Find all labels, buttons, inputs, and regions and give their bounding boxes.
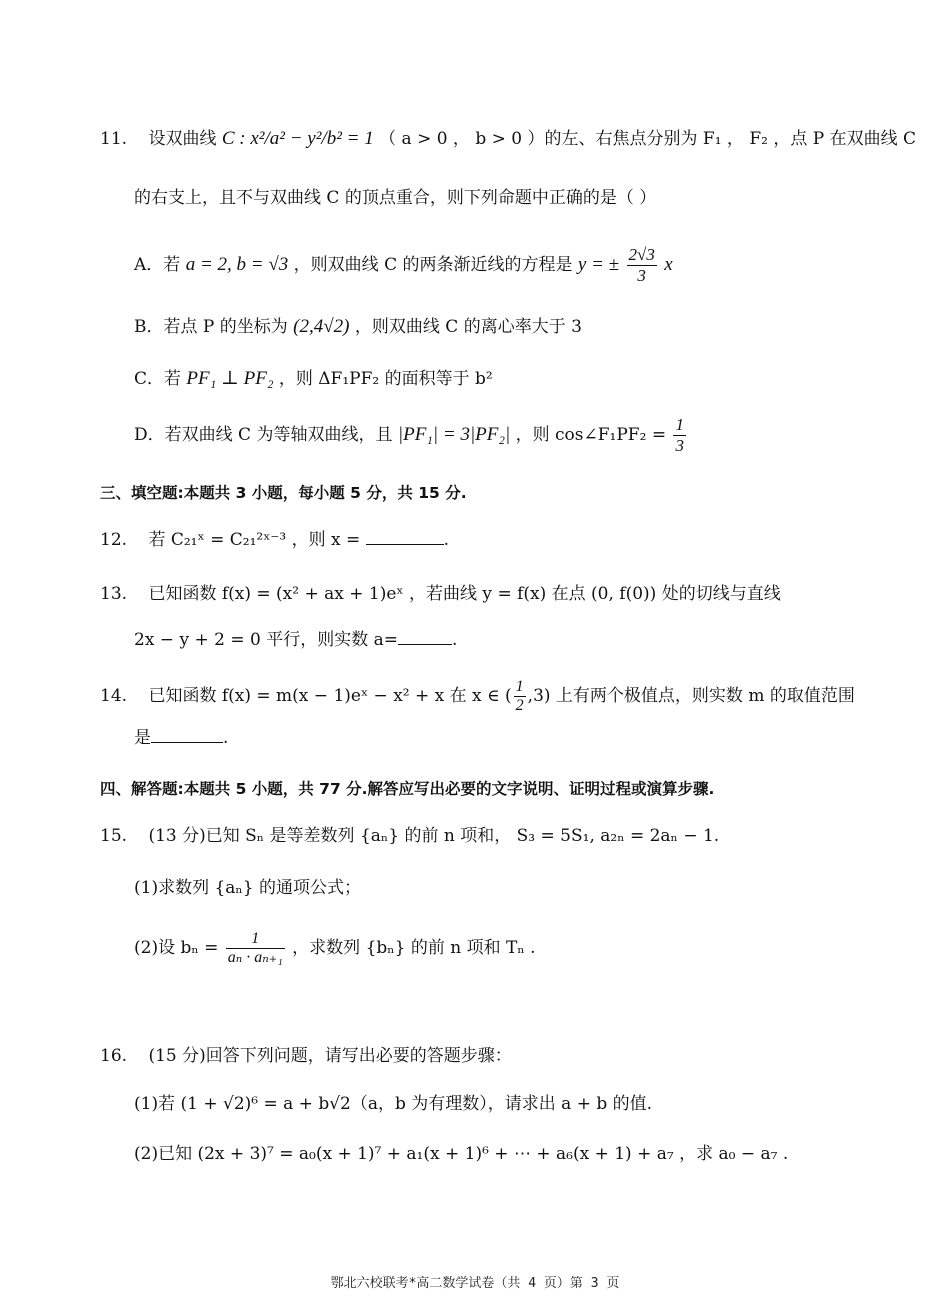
option-text: ，则 ΔF₁PF₂ 的面积等于 b² <box>278 369 493 389</box>
question-text: 若 C₂₁ˣ = C₂₁²ˣ⁻³ ，则 x = <box>148 530 361 550</box>
answer-blank[interactable] <box>151 741 223 743</box>
question-number: 15. <box>100 826 128 846</box>
option-label: D．若双曲线 C 为等轴双曲线，且 <box>134 425 393 446</box>
option-condition: a = 2, b = √3 <box>185 254 289 276</box>
fraction-denominator: aₙ · aₙ₊₁ <box>227 948 283 966</box>
question-number: 14. <box>100 686 128 706</box>
question-part: (1)若 (1 + √2)⁶ = a + b√2（a，b 为有理数），请求出 a + b 的值. <box>134 1094 653 1114</box>
fraction-numerator: 1 <box>515 678 524 695</box>
option-condition: PF₁ ⊥ PF₂ <box>186 368 274 389</box>
option-text: ，则双曲线 C 的两条渐近线的方程是 <box>293 255 573 276</box>
condition-text: （ a > 0 ， b > 0 ）的左、右焦点分别为 <box>379 129 698 149</box>
fraction-denominator: 3 <box>675 435 684 455</box>
option-label: A．若 <box>134 255 181 276</box>
question-text: 是 <box>134 728 151 748</box>
fraction-denominator: 3 <box>637 265 646 285</box>
option-text: ，则 cos∠F₁PF₂ = <box>515 425 667 446</box>
question-end: . <box>443 530 450 550</box>
question-16-part2 <box>134 1144 788 1164</box>
option-label: B．若点 P 的坐标为 <box>134 317 288 337</box>
asymptote-left: y = ± <box>577 254 620 276</box>
asymptote-fraction <box>627 246 657 285</box>
question-text: 2x − y + 2 = 0 平行，则实数 a= <box>134 630 398 650</box>
question-15-line1 <box>100 826 719 846</box>
option-d <box>134 416 688 455</box>
option-b <box>134 316 582 339</box>
question-11-line1 <box>100 128 916 151</box>
question-part: (2)已知 (2x + 3)⁷ = a₀(x + 1)⁷ + a₁(x + 1)⁶ + ⋯ + a₆(x + 1) + a₇ ，求 a₀ − a₇ . <box>134 1144 789 1164</box>
answer-blank[interactable] <box>398 643 452 645</box>
fraction-numerator: 2√3 <box>628 245 655 264</box>
section-heading-solutions: 四、解答题:本题共 5 小题，共 77 分.解答应写出必要的文字说明、证明过程或演算步骤. <box>100 780 715 798</box>
question-number: 11. <box>100 129 128 149</box>
question-text: 已知函数 f(x) = (x² + ax + 1)eˣ ，若曲线 y = f(x) 在点 (0, f(0)) 处的切线与直线 <box>148 584 781 604</box>
option-a <box>134 246 673 285</box>
question-part: (1)求数列 {aₙ} 的通项公式； <box>134 878 362 898</box>
option-condition: |PF₁| = 3|PF₂| <box>397 424 511 446</box>
question-11-line2 <box>134 188 656 208</box>
fraction-numerator: 1 <box>675 415 684 434</box>
option-c <box>134 368 493 391</box>
question-13-line1 <box>100 584 781 604</box>
question-text: 设双曲线 <box>148 129 217 149</box>
question-number: 13. <box>100 584 128 604</box>
question-number: 12. <box>100 530 128 550</box>
cosine-fraction <box>673 416 686 455</box>
question-text: ,3) 上有两个极值点，则实数 m 的取值范围 <box>527 686 855 706</box>
question-text: (15 分)回答下列问题，请写出必要的答题步骤： <box>148 1046 512 1066</box>
question-12 <box>100 530 449 550</box>
answer-blank[interactable] <box>366 543 444 545</box>
question-text: (13 分)已知 Sₙ 是等差数列 {aₙ} 的前 n 项和， S₃ = 5S₁, a₂ₙ = 2aₙ − 1. <box>148 826 720 846</box>
question-part: ，求数列 {bₙ} 的前 n 项和 Tₙ . <box>292 938 536 958</box>
section-heading-fill-in: 三、填空题:本题共 3 小题，每小题 5 分，共 15 分. <box>100 484 467 502</box>
question-text: 的右支上，且不与双曲线 C 的顶点重合，则下列命题中正确的是（ ） <box>134 188 657 208</box>
question-number: 16. <box>100 1046 128 1066</box>
question-part: (2)设 bₙ = <box>134 938 219 958</box>
fraction-numerator: 1 <box>226 930 285 949</box>
foci-text: F₁ ， F₂ ，点 P 在双曲线 C <box>702 129 916 149</box>
option-label: C．若 <box>134 369 182 389</box>
page-footer: 鄂北六校联考*高二数学试卷（共 4 页）第 3 页 <box>330 1276 620 1291</box>
bn-fraction <box>226 930 285 967</box>
question-15-part2 <box>134 930 536 967</box>
fraction-denominator: 2 <box>515 696 524 714</box>
question-end: . <box>223 728 229 748</box>
question-16-part1 <box>134 1094 652 1114</box>
option-text: ，则双曲线 C 的离心率大于 3 <box>354 317 582 337</box>
hyperbola-equation: C : x²/a² − y²/b² = 1 <box>221 128 374 149</box>
question-16-line1 <box>100 1046 512 1066</box>
interval-fraction <box>514 678 526 715</box>
question-15-part1 <box>134 878 361 898</box>
question-13-line2 <box>134 630 457 650</box>
asymptote-right: x <box>664 254 673 276</box>
question-14-line1 <box>100 678 855 715</box>
question-end: . <box>451 630 458 650</box>
question-text: 已知函数 f(x) = m(x − 1)eˣ − x² + x 在 x ∈ ( <box>148 686 512 706</box>
point-coordinate: (2,4√2) <box>293 316 350 337</box>
question-14-line2 <box>134 728 228 748</box>
